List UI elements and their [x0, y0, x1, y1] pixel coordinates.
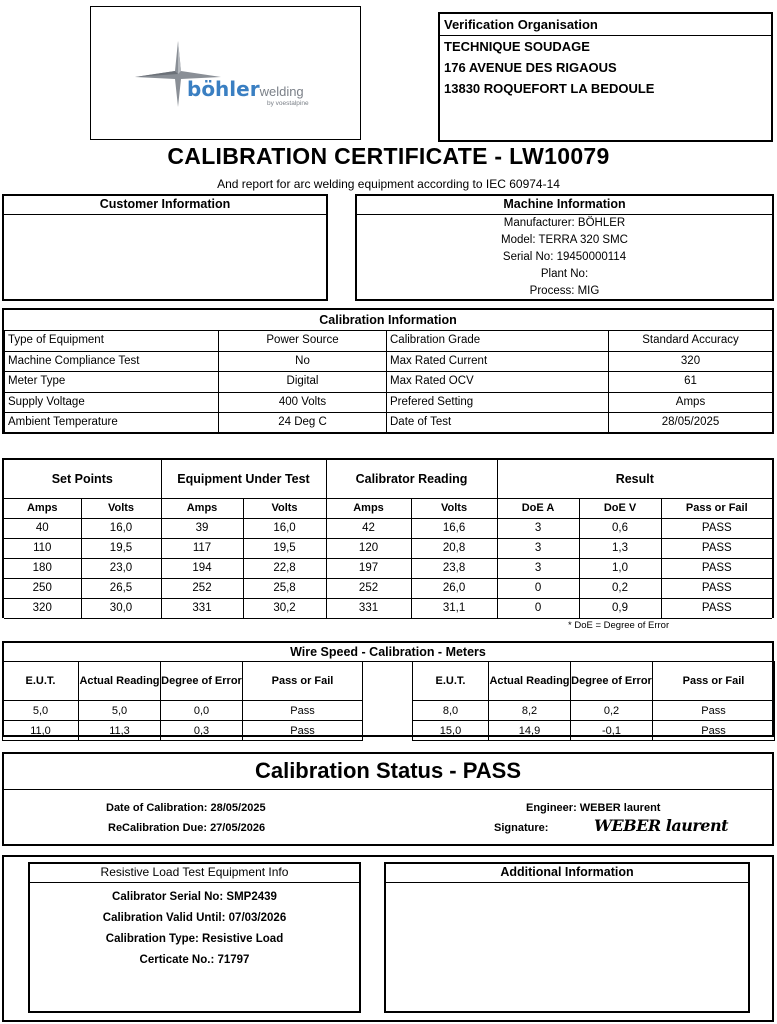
- cell: Pass: [653, 721, 775, 741]
- cal-value: Digital: [219, 372, 387, 393]
- verification-line: 176 AVENUE DES RIGAOUS: [444, 60, 617, 75]
- cal-label: Supply Voltage: [5, 392, 219, 413]
- table-row: [5, 331, 773, 352]
- machine-process: Process: MIG: [529, 285, 600, 297]
- cell: 5,0: [79, 701, 161, 721]
- cal-value: 24 Deg C: [219, 413, 387, 434]
- calibrator-serial: Calibrator Serial No: SMP2439: [112, 891, 277, 903]
- cell: 1,0: [579, 559, 661, 579]
- calibration-info-box: [2, 308, 774, 434]
- results-box: [2, 458, 774, 618]
- cal-label: Calibration Grade: [387, 331, 609, 352]
- machine-plant: Plant No:: [540, 268, 589, 280]
- cell: 331: [161, 599, 243, 619]
- cell: 31,1: [411, 599, 497, 619]
- cell: 197: [326, 559, 411, 579]
- wire-header-row: [413, 662, 775, 701]
- cell: 250: [4, 579, 81, 599]
- wire-header: Degree of Error: [571, 662, 653, 701]
- cell: 120: [326, 539, 411, 559]
- cell: 8,2: [489, 701, 571, 721]
- recalibration-due: ReCalibration Due: 27/05/2026: [108, 822, 266, 834]
- sub-header: Volts: [411, 499, 497, 519]
- cell: 14,9: [489, 721, 571, 741]
- group-header-eut: Equipment Under Test: [161, 460, 326, 499]
- cal-value: 28/05/2025: [609, 413, 773, 434]
- cell: 252: [326, 579, 411, 599]
- bottom-section-box: [2, 855, 774, 1022]
- cell: 1,3: [579, 539, 661, 559]
- table-row: [4, 579, 772, 599]
- resistive-load-heading: Resistive Load Test Equipment Info: [30, 864, 359, 883]
- cell: 23,0: [81, 559, 161, 579]
- additional-info-box: [384, 862, 750, 1013]
- cell: 0,6: [579, 519, 661, 539]
- calibration-info-heading: Calibration Information: [319, 313, 457, 327]
- calibration-valid-until: Calibration Valid Until: 07/03/2026: [102, 912, 287, 924]
- wire-speed-heading: Wire Speed - Calibration - Meters: [4, 643, 772, 662]
- calibration-status-title: Calibration Status - PASS: [4, 754, 772, 790]
- cal-label: Date of Test: [387, 413, 609, 434]
- sub-header: DoE V: [579, 499, 661, 519]
- cell: 22,8: [243, 559, 326, 579]
- cell: PASS: [661, 519, 772, 539]
- customer-info-box: [2, 194, 328, 301]
- cell: PASS: [661, 539, 772, 559]
- cell: 23,8: [411, 559, 497, 579]
- cell: 26,0: [411, 579, 497, 599]
- wire-header: E.U.T.: [413, 662, 489, 701]
- table-row: [3, 701, 363, 721]
- cell: 0,3: [161, 721, 243, 741]
- table-row: [5, 392, 773, 413]
- cell: 0: [497, 599, 579, 619]
- cell: 5,0: [3, 701, 79, 721]
- certificate-subtitle: And report for arc welding equipment according to IEC 60974-14: [217, 177, 560, 191]
- group-header-result: Result: [497, 460, 772, 499]
- cell: 8,0: [413, 701, 489, 721]
- cell: 26,5: [81, 579, 161, 599]
- cal-label: Max Rated Current: [387, 351, 609, 372]
- calibration-status-box: [2, 752, 774, 846]
- wire-header: E.U.T.: [3, 662, 79, 701]
- resistive-load-box: [28, 862, 361, 1013]
- cell: PASS: [661, 579, 772, 599]
- machine-model: Model: TERRA 320 SMC: [501, 234, 628, 246]
- cell: 3: [497, 539, 579, 559]
- table-row: [5, 351, 773, 372]
- machine-manufacturer: Manufacturer: BÖHLER: [503, 217, 626, 229]
- table-row: [4, 599, 772, 619]
- calibration-type: Calibration Type: Resistive Load: [105, 933, 284, 945]
- wire-header: Actual Reading: [489, 662, 571, 701]
- table-row: [4, 519, 772, 539]
- table-row: [3, 721, 363, 741]
- logo-box: [90, 6, 361, 140]
- cal-label: Machine Compliance Test: [5, 351, 219, 372]
- results-table: [4, 460, 772, 619]
- certificate-number: Certicate No.: 71797: [139, 954, 250, 966]
- cell: 16,0: [81, 519, 161, 539]
- table-row: [413, 721, 775, 741]
- table-row: [5, 413, 773, 434]
- machine-serial: Serial No: 19450000114: [502, 251, 627, 263]
- wire-header: Pass or Fail: [653, 662, 775, 701]
- logo-brand-main: böhler: [187, 77, 260, 101]
- cal-label: Prefered Setting: [387, 392, 609, 413]
- cell: 20,8: [411, 539, 497, 559]
- cell: 25,8: [243, 579, 326, 599]
- group-header-set-points: Set Points: [4, 460, 161, 499]
- cell: -0,1: [571, 721, 653, 741]
- sub-header: DoE A: [497, 499, 579, 519]
- cell: 39: [161, 519, 243, 539]
- calibration-info-table: [4, 330, 773, 434]
- sub-header: Amps: [161, 499, 243, 519]
- logo-tagline: by voestalpine: [267, 100, 309, 107]
- group-header-calibrator: Calibrator Reading: [326, 460, 497, 499]
- cal-value: Standard Accuracy: [609, 331, 773, 352]
- cell: 252: [161, 579, 243, 599]
- cell: 117: [161, 539, 243, 559]
- cell: 11,3: [79, 721, 161, 741]
- cell: 0,0: [161, 701, 243, 721]
- cell: 11,0: [3, 721, 79, 741]
- machine-info-box: [355, 194, 774, 301]
- table-row: [5, 372, 773, 393]
- cell: 0,2: [571, 701, 653, 721]
- wire-speed-right-table: [412, 661, 775, 741]
- results-group-header-row: [4, 460, 772, 499]
- wire-header: Actual Reading: [79, 662, 161, 701]
- verification-heading: Verification Organisation: [440, 14, 771, 36]
- wire-header: Degree of Error: [161, 662, 243, 701]
- cal-value: Amps: [609, 392, 773, 413]
- table-row: [413, 701, 775, 721]
- cal-value: Power Source: [219, 331, 387, 352]
- cell: 16,0: [243, 519, 326, 539]
- cell: 15,0: [413, 721, 489, 741]
- cell: 30,2: [243, 599, 326, 619]
- date-of-calibration: Date of Calibration: 28/05/2025: [106, 802, 266, 814]
- verification-line: 13830 ROQUEFORT LA BEDOULE: [444, 81, 655, 96]
- additional-info-heading: Additional Information: [386, 864, 748, 883]
- cell: 16,6: [411, 519, 497, 539]
- cal-value: 61: [609, 372, 773, 393]
- certificate-title: CALIBRATION CERTIFICATE - LW10079: [167, 143, 610, 169]
- sub-header: Pass or Fail: [661, 499, 772, 519]
- results-sub-header-row: [4, 499, 772, 519]
- cal-label: Meter Type: [5, 372, 219, 393]
- table-row: [4, 539, 772, 559]
- customer-info-heading: Customer Information: [4, 196, 326, 215]
- signature: WEBER laurent: [594, 816, 728, 835]
- sub-header: Amps: [4, 499, 81, 519]
- verification-box: [438, 12, 773, 142]
- cell: Pass: [653, 701, 775, 721]
- cell: 320: [4, 599, 81, 619]
- cal-value: 320: [609, 351, 773, 372]
- cell: 30,0: [81, 599, 161, 619]
- cell: 19,5: [81, 539, 161, 559]
- table-row: [4, 559, 772, 579]
- cell: PASS: [661, 599, 772, 619]
- cal-label: Ambient Temperature: [5, 413, 219, 434]
- sub-header: Volts: [81, 499, 161, 519]
- engineer: Engineer: WEBER laurent: [526, 802, 661, 814]
- cell: 0,9: [579, 599, 661, 619]
- logo-brand-suffix: welding: [259, 84, 304, 99]
- wire-speed-left-table: [2, 661, 363, 741]
- cell: Pass: [243, 721, 363, 741]
- cal-value: 400 Volts: [219, 392, 387, 413]
- cell: 194: [161, 559, 243, 579]
- doe-footnote: * DoE = Degree of Error: [568, 620, 670, 631]
- wire-header: Pass or Fail: [243, 662, 363, 701]
- cell: 42: [326, 519, 411, 539]
- machine-info-heading: Machine Information: [357, 196, 772, 215]
- cell: PASS: [661, 559, 772, 579]
- wire-header-row: [3, 662, 363, 701]
- cal-label: Max Rated OCV: [387, 372, 609, 393]
- cell: Pass: [243, 701, 363, 721]
- cal-value: No: [219, 351, 387, 372]
- cell: 0: [497, 579, 579, 599]
- cell: 19,5: [243, 539, 326, 559]
- cal-label: Type of Equipment: [5, 331, 219, 352]
- cell: 331: [326, 599, 411, 619]
- cell: 3: [497, 559, 579, 579]
- cell: 0,2: [579, 579, 661, 599]
- sub-header: Amps: [326, 499, 411, 519]
- wire-speed-box: [2, 641, 774, 737]
- signature-label: Signature:: [494, 822, 549, 834]
- cell: 180: [4, 559, 81, 579]
- verification-line: TECHNIQUE SOUDAGE: [444, 39, 590, 54]
- cell: 40: [4, 519, 81, 539]
- cell: 3: [497, 519, 579, 539]
- cell: 110: [4, 539, 81, 559]
- logo-wordmark: [187, 77, 304, 101]
- sub-header: Volts: [243, 499, 326, 519]
